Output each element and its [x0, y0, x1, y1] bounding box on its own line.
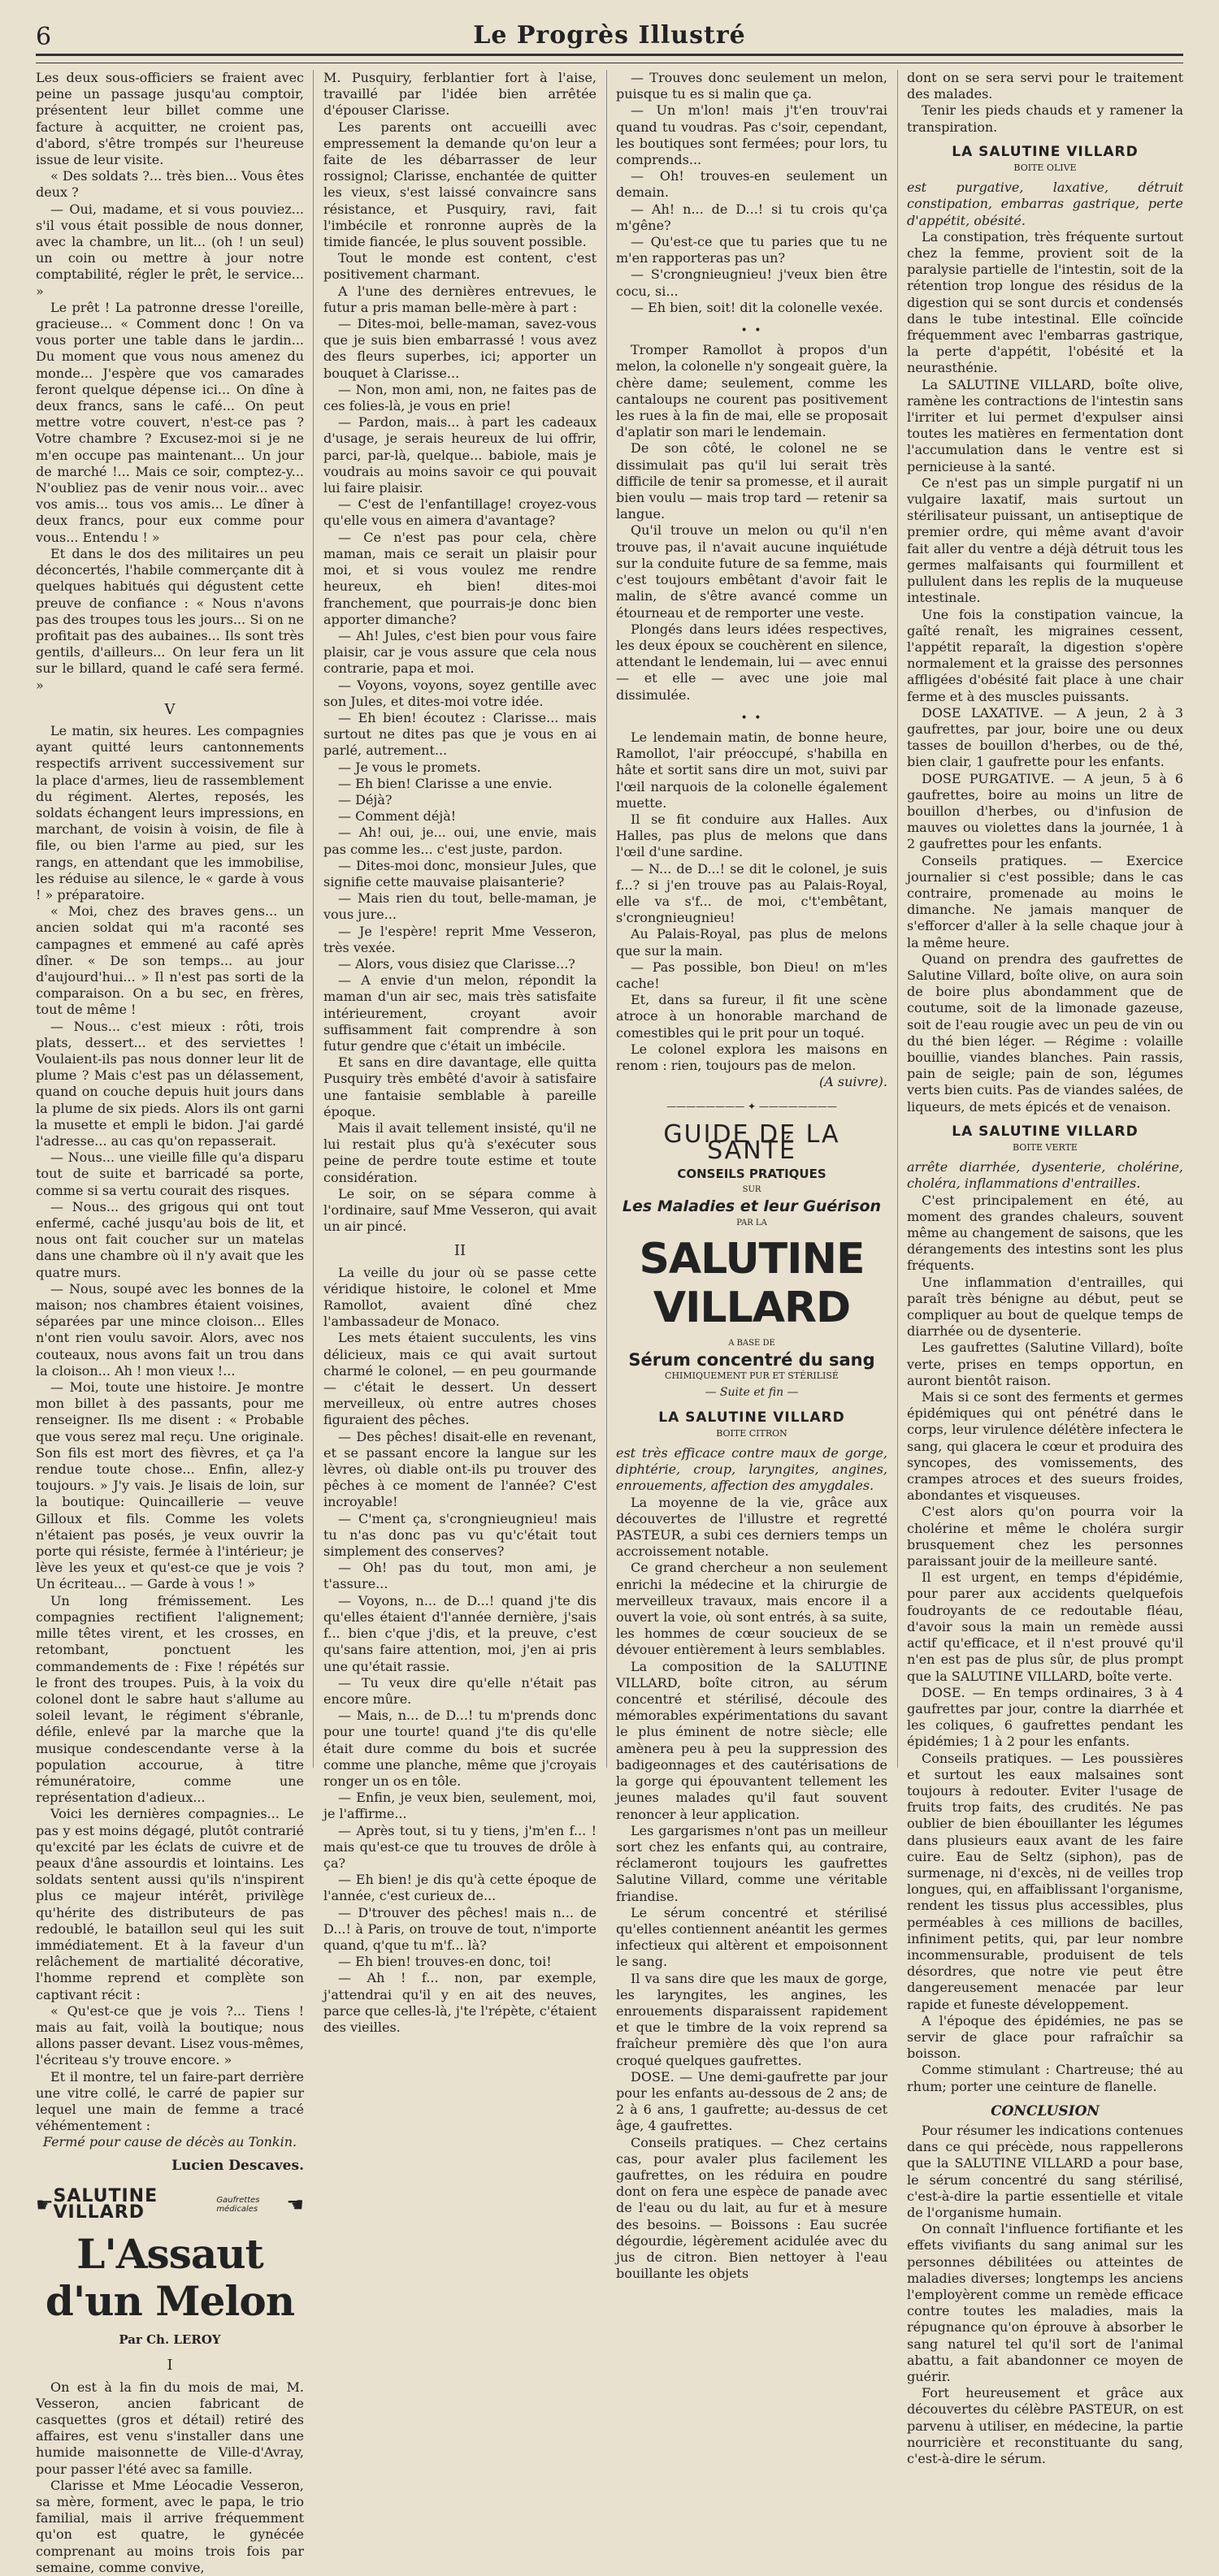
paragraph: Et sans en dire davantage, elle quitta Pusquiry très embêté d'avoir à satisfaire une fantaisie semblable à pareille époque. [323, 1054, 596, 1119]
paragraph: — Nous... c'est mieux : rôti, trois plats, dessert... et des serviettes ! Voulaient-ils pas nous donner leur lit de plume ? Mais c'est pas un délassement, quand on couche depuis huit jours dans la plume de six pieds. Alors ils ont garni la musette et empli le bidon. J'ai gardé l'adresse... au cas qu'on repasserait. [36, 1018, 304, 1149]
paragraph: De son côté, le colonel ne se dissimulait pas qu'il lui serait très difficile de tenir sa promesse, et il aurait bien voulu — mais trop tard — retenir sa langue. [616, 440, 887, 522]
paragraph: — Ah ! f... non, par exemple, j'attendrai qu'il y en ait des neuves, parce que celles-là, j'te l'répète, c'étaient des vieilles. [323, 1970, 596, 2035]
paragraph: Le sérum concentré et stérilisé qu'elles contiennent anéantit les germes infectieux qui altèrent et empoisonnent le sang. [616, 1904, 887, 1970]
paragraph: — Oh! pas du tout, mon ami, je t'assure... [323, 1560, 596, 1592]
paragraph: Une fois la constipation vaincue, la gaîté renaît, les migraines cessent, l'appétit reparaît, la digestion s'opère normalement et la graisse des personnes affligées d'obésité fait place à une chair ferme et à des muscles puissants. [907, 606, 1183, 704]
paragraph: La constipation, très fréquente surtout chez la femme, provient soit de la paralysie partielle de l'intestin, soit de la rétention trop longue des résidus de la digestion qui se sont durcis et condensés dans le tube intestinal. Elle coïncide fréquemment avec l'embarras gastrique, la perte d'appétit, l'obésité et la neurasthénie. [907, 228, 1183, 376]
byline: Par Ch. LEROY [119, 2332, 221, 2348]
guide-small-text: CHIMIQUEMENT PUR ET STÉRILISÉ [665, 1370, 839, 1382]
paragraph: Et il montre, tel un faire-part derrière une vitre collé, le carré de papier sur lequel une main de femme a tracé véhémentement : [36, 2068, 304, 2134]
guide-maladies: Les Maladies et leur Guérison [622, 1197, 882, 1216]
paragraph: Ce n'est pas un simple purgatif ni un vulgaire laxatif, mais surtout un stérilisateur puissant, un antiseptique de premier ordre, qui même avant d'avoir fait aller du ventre a déjà détruit tous les germes malfaisants qui fourmillent et pullulent dans les replis de la muqueuse intestinale. [907, 474, 1183, 606]
paragraph: — Ah! n... de D...! si tu crois qu'ça m'gêne? [616, 201, 887, 233]
paragraph: Le lendemain matin, de bonne heure, Ramollot, l'air préoccupé, s'habilla en hâte et sortit sans dire un mot, suivi par l'œil narquois de la colonelle également muette. [616, 729, 887, 811]
paragraph: — A envie d'un melon, répondit la maman d'un air sec, mais très satisfaite intérieurement, croyant avoir suffisamment fait comprendre à son futur gendre que c'était un imbécile. [323, 972, 596, 1054]
paragraph: — Eh bien! écoutez : Clarisse... mais surtout ne dites pas que je vous en ai parlé, autrement... [323, 709, 596, 759]
paragraph: — Enfin, je veux bien, seulement, moi, je l'affirme... [323, 1790, 596, 1822]
pointing-hand-icon: ☚ [286, 2193, 304, 2216]
paragraph: — Nous... une vieille fille qu'a disparu tout de suite et barricadé sa porte, comme si sa vertu courait des risques. [36, 1149, 304, 1198]
paragraph: Quand on prendra des gaufrettes de Salutine Villard, boîte olive, on aura soin de boire plus abondamment que de coutume, soit de la limonade gazeuse, soit de l'eau rougie avec un peu de vin ou du thé bien léger. — Régime : volaille bouillie, viandes blanches. Pain rassis, pain de seigle; pain de son, légumes verts bien cuits. Pas de viandes salées, de liqueurs, de mets épicés et de venaison. [907, 950, 1183, 1115]
pointing-hand-icon: ☛ [36, 2193, 54, 2216]
paragraph: DOSE LAXATIVE. — A jeun, 2 à 3 gaufrettes, par jour, boire une ou deux tasses de bouillon d'herbes, ou de thé, bien clair, 1 gaufrette pour les enfants. [907, 704, 1183, 770]
paragraph: La moyenne de la vie, grâce aux découvertes de l'illustre et regretté PASTEUR, a subi ces derniers temps un accroissement notable. [616, 1494, 887, 1560]
column-1 [36, 70, 304, 2575]
paragraph: A l'une des dernières entrevues, le futur a pris maman belle-mère à part : [323, 283, 596, 315]
paragraph: Qu'il trouve un melon ou qu'il n'en trouve pas, il n'avait aucune inquiétude sur la conduite future de sa femme, mais c'est toujours embêtant d'avoir fait le malin, de s'être avancé comme un étourneau et de remporter une veste. [616, 522, 887, 621]
paragraph: A l'époque des épidémies, ne pas se servir de glace pour rafraîchir sa boisson. [907, 2012, 1183, 2062]
paragraph: La veille du jour où se passe cette véridique histoire, le colonel et Mme Ramollot, avaient dîné chez l'ambassadeur de Monaco. [323, 1264, 596, 1330]
guide-small-text: PAR LA [736, 1218, 767, 1227]
header-rule [36, 54, 1183, 63]
paragraph: Le colonel explora les maisons en renom : rien, toujours pas de melon. [616, 1041, 887, 1073]
guide-brand: SALUTINE VILLARD [639, 1234, 865, 1332]
paragraph: « Qu'est-ce que je vois ?... Tiens ! mais au fait, voilà la boutique; nous allons passer devant. Lisez vous-mêmes, l'écriteau s'y trouve encore. » [36, 2002, 304, 2068]
paragraph: — Comment déjà! [338, 808, 457, 825]
paragraph: Le soir, on se sépara comme à l'ordinaire, sauf Mme Vesseron, qui avait un air pincé. [323, 1185, 596, 1235]
paragraph: Mais si ce sont des ferments et germes épidémiques qui ont pénétré dans le corps, leur virulence délétère infectera le sang, qui glacera le cœur et produira des syncopes, des vomissements, des crampes atroces et des sueurs froides, abondantes et visqueuses. [907, 1389, 1183, 1504]
paragraph: Pour résumer les indications contenues dans ce qui précède, nous rappellerons que la SALUTINE VILLARD a pour base, le sérum concentré du sang stérilisé, c'est-à-dire la partie essentielle et vitale de l'organisme humain. [907, 2122, 1183, 2220]
section-box-label: BOITE CITRON [716, 1427, 787, 1439]
column-3 [616, 70, 887, 2282]
paragraph: DOSE. — Une demi-gaufrette par jour pour les enfants au-dessous de 2 ans; de 2 à 6 ans, 1 gaufrette; au-dessus de cet âge, 4 gaufrettes. [616, 2068, 887, 2134]
paragraph: Conseils pratiques. — Les poussières et surtout les eaux malsaines sont toujours à redouter. Eviter l'usage de fruits trop faits, des crudités. Ne pas oublier de bien ébouillanter les légumes dans plusieurs eaux avant de les faire cuire. Eau de Seltz (siphon), pas de surmenage, ni d'excès, ni de veilles trop longues, qui, en affaiblissant l'organisme, rendent les tissus plus accessibles, plus perméables à ces millions de bacilles, infiniment petits, qui, par leur nombre incommensurable, produisent de tels désordres, que notre vie peut être dangereusement menacée par leur rapide et funeste développement. [907, 1750, 1183, 2012]
paragraph: — Ah! Jules, c'est bien pour vous faire plaisir, car je vous assure que cela nous contrarie, papa et moi. [323, 627, 596, 677]
to-be-continued: (A suivre). [819, 1074, 887, 1090]
paragraph: Au Palais-Royal, pas plus de melons que sur la main. [616, 926, 887, 959]
paragraph: — Moi, toute une histoire. Je montre mon billet à des passants, pour me renseigner. Ils me disent : « Probable que vous serez mal reçu. Une originale. Son fils est mort des fièvres, et ça l'a rendue toute chose... Enfin, allez-y toujours. » J'y vais. Je lisais de loin, sur la boutique: Quincaillerie — veuve Gilloux et fils. Comme les volets n'étaient pas posés, je veux ouvrir la porte qui résiste, fermée à l'intérieur; je lève les yeux et qu'est-ce que je vois ? Un écriteau... — Garde à vous ! » [36, 1379, 304, 1592]
paragraph: « Moi, chez des braves gens... un ancien soldat qui m'a raconté ses campagnes et emmené au café après dîner. « De son temps... au jour d'aujourd'hui... » Il n'est pas sorti de la comparaison. On a bu sec, en frères, tout de même ! [36, 903, 304, 1018]
page-number: 6 [36, 23, 52, 51]
paragraph: Tromper Ramollot à propos d'un melon, la colonelle n'y songeait guère, la chère dame; seulement, comme les cantaloups ne courent pas positivement les rues à la fin de mai, elle se proposait d'aplatir son mari le lendemain. [616, 342, 887, 440]
paragraph: — Pas possible, bon Dieu! on m'les cache! [616, 959, 887, 991]
paragraph: Et dans le dos des militaires un peu déconcertés, l'habile commerçante dit à quelques habitués qui dégustent cette preuve de confiance : « Nous n'avons pas des troupes tous les jours... Si on ne profitait pas des aubaines... Ils sont très gentils, d'ailleurs... On leur fera un lit sur le billard, quand le café sera fermé. » [36, 545, 304, 693]
section-tagline: est purgative, laxative, détruit constipation, embarras gastrique, perte d'appétit, obésité. [907, 180, 1183, 228]
guide-subtitle: CONSEILS PRATIQUES [677, 1167, 826, 1181]
section-heading: LA SALUTINE VILLARD [658, 1409, 845, 1426]
paragraph: Tout le monde est content, c'est positivement charmant. [323, 250, 596, 283]
paragraph: — Tu veux dire qu'elle n'était pas encore mûre. [323, 1674, 596, 1707]
journal-title: Le Progrès Illustré [473, 21, 746, 50]
paragraph: Et, dans sa fureur, il fit une scène atroce à un honorable marchand de comestibles qui le prit pour un toqué. [616, 992, 887, 1041]
paragraph: — Après tout, si tu y tiens, j'm'en f... ! mais qu'est-ce que tu trouves de drôle à ça? [323, 1822, 596, 1871]
paragraph: — D'trouver des pêches! mais n... de D...! à Paris, on trouve de tout, n'importe quand, q'que tu m'f... là? [323, 1904, 596, 1953]
chapter-heading: I [167, 2357, 173, 2375]
paragraph: — Je vous le promets. [338, 759, 481, 775]
advert-name: SALUTINE VILLARD [53, 2185, 158, 2223]
paragraph: Les gargarismes n'ont pas un meilleur sort chez les enfants qui, au contraire, réclameront toujours les gaufrettes Salutine Villard, comme une véritable friandise. [616, 1822, 887, 1904]
paragraph: La composition de la SALUTINE VILLARD, boîte citron, au sérum concentré et stérilisé, découle des mémorables expérimentations du savant le plus éminent de notre siècle; elle amènera peu à peu la suppression des badigeonnages et des cautérisations de la gorge qui épouvantent tellement les jeunes malades qu'il faut souvent renoncer à leur application. [616, 1658, 887, 1822]
paragraph: — Eh bien! je dis qu'à cette époque de l'année, c'est curieux de... [323, 1872, 596, 1904]
paragraph: dont on se sera servi pour le traitement des malades. [907, 70, 1183, 102]
paragraph: — S'crongnieugnieu! j'veux bien être cocu, si... [616, 266, 887, 299]
paragraph: Tenir les pieds chauds et y ramener la transpiration. [907, 102, 1183, 135]
paragraph: M. Pusquiry, ferblantier fort à l'aise, travaillé par l'idée bien arrêtée d'épouser Clarisse. [323, 70, 596, 119]
story-title: L'Assaut d'un Melon [45, 2230, 295, 2326]
paragraph: — Voyons, voyons, soyez gentille avec son Jules, et dites-moi votre idée. [323, 677, 596, 709]
paragraph: Clarisse et Mme Léocadie Vesseron, sa mère, forment, avec le papa, le trio familial, mais il arrive fréquemment qu'on est quatre, le gynécée comprenant au moins trois fois par semaine, comme convive, [36, 2477, 304, 2575]
paragraph: Il se fit conduire aux Halles. Aux Halles, pas plus de melons que dans l'œil d'une sardine. [616, 811, 887, 860]
paragraph: — Oui, madame, et si vous pouviez... s'il vous était possible de nous donner, avec la chambre, un lit... (oh ! un seul) un coin ou mettre à jour notre comptabilité, régler le prêt, le service... » [36, 201, 304, 299]
paragraph: — Déjà? [338, 791, 393, 807]
paragraph: — Voyons, n... de D...! quand j'te dis qu'elles étaient d'l'année dernière, j'sais f... bien c'que j'dis, et la preuve, c'est qu'sans faire attention, moi, j'en ai pris une qu'était rassie. [323, 1592, 596, 1674]
section-box-label: BOITE VERTE [1013, 1142, 1078, 1153]
paragraph: Les deux sous-officiers se fraient avec peine un passage jusqu'au comptoir, présentent leur billet comme une facture à acquitter, ne croient pas, d'abord, s'être trompés sur l'heureuse issue de leur visite. [36, 70, 304, 168]
paragraph: — Nous, soupé avec les bonnes de la maison; nos chambres étaient voisines, séparées par une mince cloison... Elles n'ont rien voulu savoir. Alors, avec nos couteaux, nous avons fait un trou dans la cloison... Ah ! mon vieux !... [36, 1280, 304, 1379]
guide-small-text: SUR [742, 1185, 761, 1195]
section-heading: LA SALUTINE VILLARD [952, 143, 1139, 160]
advert-subtitle: Gaufrettes médicales [216, 2196, 260, 2214]
paragraph: C'est principalement en été, au moment des grandes chaleurs, souvent même au changement de saisons, que les dérangements des intestins sont les plus fréquents. [907, 1192, 1183, 1274]
paragraph: — Trouves donc seulement un melon, puisque tu es si malin que ça. [616, 70, 887, 102]
column-divider [897, 70, 898, 1768]
paragraph: Comme stimulant : Chartreuse; thé au rhum; porter une ceinture de flanelle. [907, 2062, 1183, 2094]
ornament-divider: ———————— ✦ ———————— [666, 1101, 837, 1113]
paragraph: Le matin, six heures. Les compagnies ayant quitté leurs cantonnements respectifs arrivent successivement sur la place d'armes, lieu de rassemblement du régiment. Alertes, reposés, les soldats échangent leurs impressions, en marchant, de voisin à voisin, de file à file, ou bien l'arme au pied, sur les rangs, en attendant que les immobilise, les réduise au silence, le « garde à vous ! » préparatoire. [36, 722, 304, 903]
paragraph: Le prêt ! La patronne dresse l'oreille, gracieuse... « Comment donc ! On va vous porter une table dans le jardin... Du moment que vous nous amenez du monde... J'espère que vos camarades feront quelque dépense ici... On dîne à deux francs, sans le café... On peut mettre votre couvert, n'est-ce pas ? Votre chambre ? Excusez-moi si je ne m'en occupe pas maintenant... Un jour de marché !... Mais ce soir, comptez-y... N'oubliez pas de venir nous voir... avec vos amis... tous vos amis... Le dîner à deux francs, pour eux comme pour vous... Entendu ! » [36, 299, 304, 545]
paragraph: — Mais rien du tout, belle-maman, je vous jure... [323, 890, 596, 923]
paragraph: Une inflammation d'entrailles, qui paraît très bénigne au début, peut se compliquer au bout de quelque temps de diarrhée ou de dysenterie. [907, 1274, 1183, 1340]
paragraph: Les mets étaient succulents, les vins délicieux, mais ce qui avait surtout charmé le colonel, — en peu gourmande — c'était le dessert. Un dessert merveilleux, où entre autres choses figuraient des pêches. [323, 1330, 596, 1428]
section-box-label: BOITE OLIVE [1013, 162, 1077, 174]
paragraph: Conseils pratiques. — Chez certains cas, pour avaler plus facilement les gaufrettes, on les réduira en poudre dont on fera une espèce de panade avec de l'eau ou du lait, au fur et à mesure des besoins. — Boissons : Eau sucrée dégourdie, légèrement acidulée avec du jus de citron. Bien nettoyer à l'eau bouillante les objets [616, 2134, 887, 2282]
section-separator: • • [740, 324, 763, 338]
paragraph: Un long frémissement. Les compagnies rectifient l'alignement; mille têtes virent, et les crosses, en retombant, ponctuent les commandements de : Fixe ! répétés sur le front des troupes. Puis, à la voix du colonel dont le sabre haut s'allume au soleil levant, le régiment s'ébranle, défile, enlevé par la marche que la musique condescendante verse à la population accourue, à titre rémunératoire, comme une représentation d'adieux... [36, 1592, 304, 1806]
paragraph: On connaît l'influence fortifiante et les effets vivifiants du sang animal sur les personnes débilitées ou atteintes de maladies diverses; longtemps les anciens l'employèrent comme un remède efficace contre toutes les maladies, mais la répugnance qu'on éprouve à absorber le sang naturel tel qu'il sort de l'animal abattu, a fait abandonner ce moyen de guérir. [907, 2221, 1183, 2385]
paragraph: — N... de D...! se dit le colonel, je suis f...? si j'en trouve pas au Palais-Royal, elle va s'f... de moi, c't'embêtant, s'crongnieugnieu! [616, 860, 887, 926]
paragraph: « Des soldats ?... très bien... Vous êtes deux ? [36, 168, 304, 201]
section-tagline: est très efficace contre maux de gorge, diphtérie, croup, laryngites, angines, enrouements, affection des amygdales. [616, 1445, 887, 1494]
paragraph: — C'est de l'enfantillage! croyez-vous qu'elle vous en aimera d'avantage? [323, 496, 596, 529]
paragraph: Les gaufrettes (Salutine Villard), boîte verte, prises en temps opportun, en auront bientôt raison. [907, 1340, 1183, 1388]
paragraph: On est à la fin du mois de mai, M. Vesseron, ancien fabricant de casquettes (gros et détail) retiré des affaires, est venu s'installer dans une humide maisonnette de Ville-d'Avray, pour passer l'été avec sa famille. [36, 2379, 304, 2477]
paragraph: Fort heureusement et grâce aux découvertes du célèbre PASTEUR, on est parvenu à utiliser, en médecine, la partie nourricière et reconstituante du sang, c'est-à-dire le sérum. [907, 2385, 1183, 2467]
paragraph: La SALUTINE VILLARD, boîte olive, ramène les contractions de l'intestin sans l'irriter et lui permet d'expulser ainsi toutes les matières en fermentation dont l'accumulation dans le ventre est si pernicieuse à la santé. [907, 376, 1183, 474]
paragraph: Il va sans dire que les maux de gorge, les laryngites, les angines, les enrouements disparaissent rapidement et que le timbre de la voix reprend sa fraîcheur première dès que l'on aura croqué quelques gaufrettes. [616, 1970, 887, 2068]
paragraph: — C'ment ça, s'crongnieugnieu! mais tu n'as donc pas vu qu'c'était tout simplement des conserves? [323, 1510, 596, 1560]
paragraph: Les parents ont accueilli avec empressement la demande qu'on leur a faite de les débarrasser de leur rossignol; Clarisse, enchantée de quitter les vieux, s'est laissé convaincre sans résistance, et Pusquiry, ravi, fait l'imbécile et ronronne auprès de la timide fiancée, le plus souvent possible. [323, 119, 596, 250]
paragraph: — Dites-moi donc, monsieur Jules, que signifie cette mauvaise plaisanterie? [323, 857, 596, 890]
section-heading: LA SALUTINE VILLARD [952, 1123, 1139, 1140]
conclusion-heading: CONCLUSION [991, 2102, 1100, 2119]
guide-serum: Sérum concentré du sang [628, 1350, 875, 1370]
paragraph: — Qu'est-ce que tu paries que tu ne m'en rapporteras pas un? [616, 234, 887, 266]
paragraph: — Un m'lon! mais j't'en trouv'rai quand tu voudras. Pas c'soir, cependant, les boutiques sont fermées; pour lors, tu comprends... [616, 102, 887, 168]
paragraph: — Eh bien! trouves-en donc, toi! [338, 1954, 552, 1970]
paragraph: — Pardon, mais... à part les cadeaux d'usage, je serais heureux de lui offrir, parci, par-là, quelque... babiole, mais je voudrais au moins savoir ce qui pouvait lui faire plaisir. [323, 414, 596, 496]
chapter-heading: V [164, 700, 176, 718]
section-tagline: arrête diarrhée, dysenterie, cholérine, choléra, inflammations d'entrailles. [907, 1159, 1183, 1192]
paragraph: — Des pêches! disait-elle en revenant, et se passant encore la langue sur les lèvres, où diable ont-ils pu trouver des pêches à ce moment de l'année? C'est incroyable! [323, 1428, 596, 1510]
column-divider [313, 70, 314, 1768]
paragraph: — Mais, n... de D...! tu m'prends donc pour une tourte! quand j'te dis qu'elle était dure comme du bois et sucrée comme une planche, même que j'croyais ronger un os en tôle. [323, 1708, 596, 1789]
sign-text: Fermé pour cause de décès au Tonkin. [42, 2134, 297, 2150]
paragraph: Plongés dans leurs idées respectives, les deux époux se couchèrent en silence, attendant le lendemain, lui — avec ennui — et elle — avec une joie mal dissimulée. [616, 621, 887, 703]
paragraph: — Ah! oui, je... oui, une envie, mais pas comme les... c'est juste, pardon. [323, 825, 596, 857]
author-signature: Lucien Descaves. [171, 2157, 304, 2174]
paragraph: Mais il avait tellement insisté, qu'il ne lui restait plus qu'à s'exécuter sous peine de perdre toute estime et toute considération. [323, 1120, 596, 1185]
paragraph: C'est alors qu'on pourra voir la cholérine et même le choléra surgir brusquement chez les personnes paraissant jouir de la meilleure santé. [907, 1504, 1183, 1569]
paragraph: — Dites-moi, belle-maman, savez-vous que je suis bien embarrassé ! vous avez des fleurs superbes, ici; apporter un bouquet à Clarisse... [323, 316, 596, 381]
guide-continued: — Suite et fin — [705, 1386, 799, 1400]
paragraph: — Nous... des grigous qui ont tout enfermé, caché jusqu'au bois de lit, et nous ont fait coucher sur un matelas dans une chambre où il n'y avait que les quatre murs. [36, 1198, 304, 1280]
paragraph: — Non, mon ami, non, ne faites pas de ces folies-là, je vous en prie! [323, 381, 596, 414]
column-divider [606, 70, 607, 1768]
paragraph: Il est urgent, en temps d'épidémie, pour parer aux accidents quelquefois foudroyants de ce redoutable fléau, d'avoir sous la main un remède aussi actif qu'efficace, et il n'est prouvé qu'il n'en est pas de plus sûr, de plus prompt que la SALUTINE VILLARD, boîte verte. [907, 1569, 1183, 1684]
paragraph: — Ce n'est pas pour cela, chère maman, mais ce serait un plaisir pour moi, et si vous voulez me rendre heureux, eh bien! dites-moi franchement, que pourrais-je donc bien apporter dimanche? [323, 529, 596, 627]
paragraph: Ce grand chercheur a non seulement enrichi la médecine et la chirurgie de merveilleux travaux, mais encore il a ouvert la voie, où sont entrés, à sa suite, les hommes de cœur soucieux de se dévouer entièrement à leurs semblables. [616, 1560, 887, 1658]
paragraph: — Oh! trouves-en seulement un demain. [616, 168, 887, 201]
paragraph: — Eh bien! Clarisse a une envie. [338, 775, 553, 791]
paragraph: Conseils pratiques. — Exercice journalier si c'est possible; dans le cas contraire, promenade au moins le dimanche. Ne jamais manquer de s'efforcer d'aller à la selle chaque jour à la même heure. [907, 852, 1183, 950]
column-4 [907, 70, 1183, 2467]
column-2 [323, 70, 596, 2035]
paragraph: DOSE. — En temps ordinaires, 3 à 4 gaufrettes par jour, contre la diarrhée et les coliques, 6 gaufrettes pendant les épidémies; 1 à 2 pour les enfants. [907, 1684, 1183, 1750]
paragraph: — Alors, vous disiez que Clarisse...? [338, 955, 575, 972]
chapter-heading: II [453, 1242, 466, 1260]
section-separator: • • [740, 711, 763, 725]
paragraph: — Eh bien, soit! dit la colonelle vexée. [631, 299, 883, 315]
guide-small-text: A BASE DE [728, 1338, 775, 1348]
paragraph: DOSE PURGATIVE. — A jeun, 5 à 6 gaufrettes, boire au moins un litre de bouillon d'herbes, ou d'infusion de mauves ou violettes dans la journée, 1 à 2 gaufrettes pour les enfants. [907, 770, 1183, 852]
paragraph: Voici les dernières compagnies... Le pas y est moins dégagé, plutôt contrarié qu'excité par les éclats de cuivre et de peaux d'âne assourdis et lointains. Les soldats sentent aussi qu'ils n'inspirent plus ce majeur intérêt, privilège qu'hérite des distributeurs de pas redoublé, le bataillon seul qui les suit immédiatement. Et à la faveur d'un relâchement de martialité décorative, l'homme reprend et complète son captivant récit : [36, 1806, 304, 2002]
paragraph: — Je l'espère! reprit Mme Vesseron, très vexée. [323, 923, 596, 955]
guide-title: GUIDE DE LA SANTÉ [663, 1119, 840, 1165]
masthead [36, 18, 1183, 54]
advert-banner [36, 2185, 304, 2223]
